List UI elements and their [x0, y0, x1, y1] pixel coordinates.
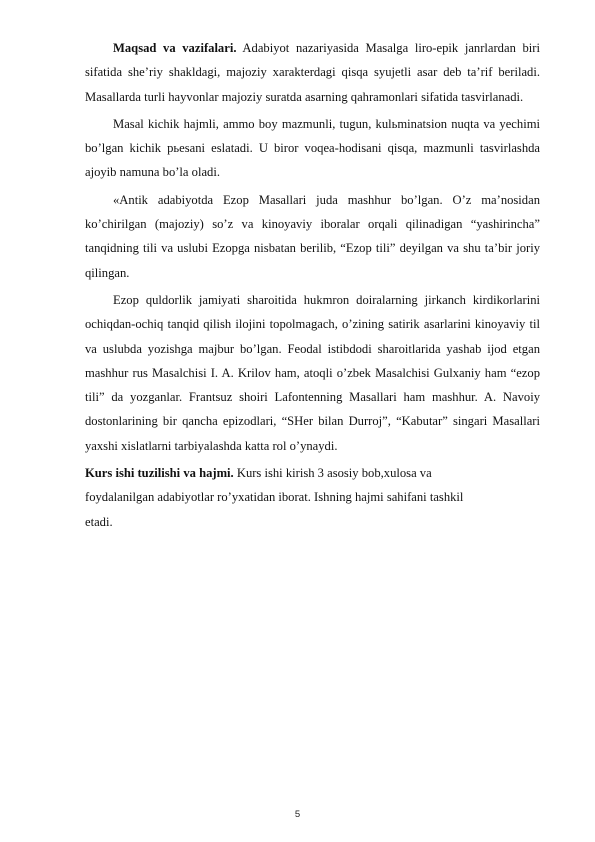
- document-body: [85, 36, 540, 534]
- paragraph-heading: Maqsad va vazifalari.: [113, 41, 237, 55]
- paragraph-objectives: [85, 36, 540, 109]
- paragraph-text: Ezop quldorlik jamiyati sharoitida hukmron doiralarning jirkanch kirdikorlarini ochiqdan-ochiq tanqid qilish ilojini topolmagach, o’zining satirik asarlarini kinoyaviy til va uslubda yozishga majbur bo’lgan. Feodal istibdodi sharoitlarida yashab ijod etgan mashhur rus Masalchisi I. A. Krilov ham, atoqli o’zbek Masalchisi Gulxaniy ham “ezop tili” da yozganlar. Frantsuz shoiri Lafontenning Masallari ham mashhur. A. Navoiy dostonlarining bir qancha epizodlari, “SHer bilan Durroj”, “Kabutar” singari Masallari yaxshi xislatlarni tarbiyalashda katta rol o’ynaydi.: [85, 292, 540, 453]
- paragraph-text: «Antik adabiyotda Ezop Masallari juda mashhur bo’lgan. O’z ma’nosidan ko’chirilgan (majoziy) so’z va kinoyaviy iboralar orqali qilinadigan “yashirincha” tanqidning tili va uslubi Ezopga nisbatan berilib, “Ezop tili” deyilgan va shu ta’bir joriy qilingan.: [85, 192, 540, 280]
- paragraph-aesop-satire: [85, 288, 540, 458]
- page-number: 5: [294, 809, 301, 820]
- paragraph-heading: Kurs ishi tuzilishi va hajmi.: [85, 466, 234, 481]
- paragraph-fable-description: [85, 112, 540, 185]
- paragraph-text: Masal kichik hajmli, ammo boy mazmunli, tugun, kulьminatsion nuqta va yechimi bo’lgan kichik pьesani eslatadi. U biror voqea-hodisani qisqa, mazmunli tasvirlashda ajoyib namuna bo’la oladi.: [85, 116, 540, 180]
- paragraph-structure: [85, 461, 490, 534]
- paragraph-text: Adabiyot nazariyasida Masalga liro-epik janrlardan biri sifatida she’riy shakldagi, majoziy xarakterdagi qisqa syujetli asar deb ta’rif beriladi. Masallarda turli hayvonlar majoziy suratda asarning qahramonlari sifatida tasvirlanadi.: [85, 41, 540, 104]
- paragraph-aesop: [85, 188, 540, 285]
- paragraph-text: Kurs ishi kirish 3 asosiy bob,xulosa va foydalanilgan adabiyotlar ro’yxatidan iborat. Ishning hajmi sahifani tashkil etadi.: [85, 466, 464, 529]
